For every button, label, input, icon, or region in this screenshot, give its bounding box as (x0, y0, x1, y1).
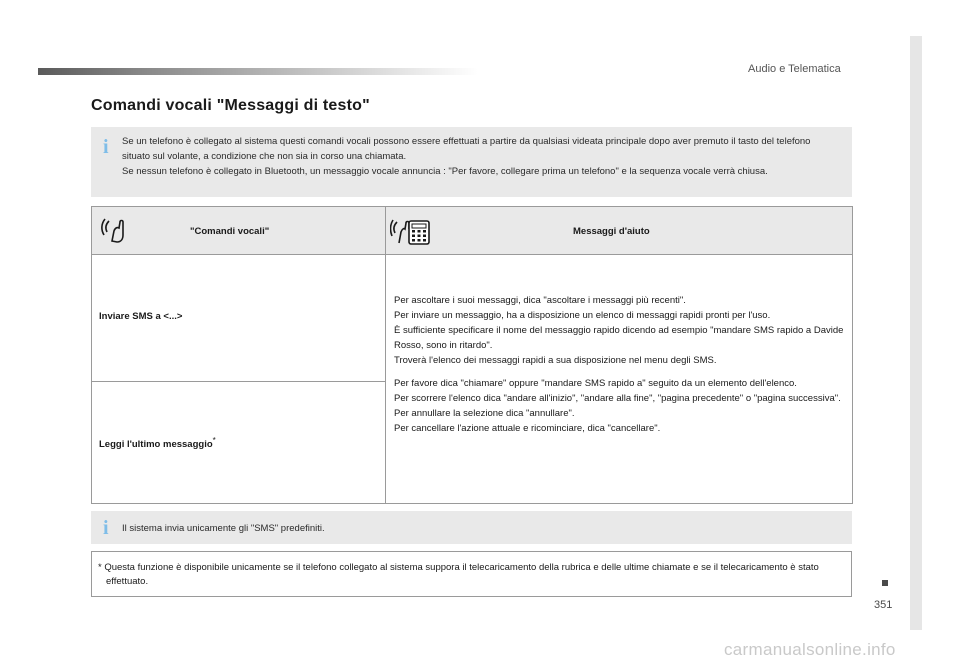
footnote-box (91, 551, 852, 597)
watermark: carmanualsonline.info (724, 640, 896, 659)
page-marker (882, 580, 888, 586)
command-label: Leggi l'ultimo messaggio (99, 439, 213, 451)
voice-keypad-icon (390, 215, 432, 247)
help-messages-cell (394, 293, 846, 444)
column-divider (385, 207, 386, 503)
header-voice-commands: "Comandi vocali" (190, 226, 270, 237)
page-number: 351 (874, 599, 893, 611)
header-help-messages: Messaggi d'aiuto (573, 226, 650, 237)
page-title: Comandi vocali "Messaggi di testo" (91, 97, 370, 114)
info-box-phone-connection (91, 127, 852, 197)
info-text (122, 134, 840, 179)
info-line-2: Se nessun telefono è collegato in Bluetooth, un messaggio vocale annuncia : "Per favore, collegare prima un telefono" e la sequenza vocale verrà chiusa. (122, 166, 768, 177)
info-line-1: Se un telefono è collegato al sistema questi comandi vocali possono essere effettuati a partire da qualsiasi videata principale dopo aver premuto il tasto del telefono situato sul volante, a condizione che non sia in corso una chiamata. (122, 136, 811, 162)
help-paragraph-1: Per ascoltare i suoi messaggi, dica "ascoltare i messaggi più recenti". Per inviare un messaggio, ha a disposizione un elenco di messaggi rapidi pronti per l'uso. È sufficiente specificare il nome del messaggio rapido dicendo ad esempio "mandare SMS rapido a Davide Rosso, sono in ritardo". Troverà l'elenco dei messaggi rapidi a sua disposizione nel menu degli SMS. (394, 295, 844, 366)
info-icon: i (103, 517, 109, 539)
info-icon: i (103, 136, 109, 158)
voice-commands-table (91, 206, 853, 504)
info-text: Il sistema invia unicamente gli "SMS" predefiniti. (122, 523, 325, 534)
side-band (910, 36, 922, 630)
voice-hand-icon (100, 215, 132, 245)
section-label: Audio e Telematica (748, 63, 841, 75)
command-send-sms: Inviare SMS a <...> (99, 311, 183, 322)
header-gradient-bar (38, 68, 478, 75)
table-header-row (92, 207, 852, 255)
command-read-last-message (99, 436, 216, 450)
footnote-mark: * (212, 436, 216, 445)
help-paragraph-2: Per favore dica "chiamare" oppure "mandare SMS rapido a" seguito da un elemento dell'elenco. Per scorrere l'elenco dica "andare all'inizio", "andare alla fine", "pagina precedente" o "pagina successiva". Per annullare la selezione dica "annullare". Per cancellare l'azione attuale e ricominciare, dica "cancellare". (394, 378, 841, 434)
row-divider (92, 381, 385, 382)
footnote-text: * Questa funzione è disponibile unicamente se il telefono collegato al sistema suppora il telecaricamento della rubrica e delle ultime chiamate e se il telecaricamento è stato effettuato. (98, 562, 819, 587)
info-box-predefined-sms (91, 511, 852, 544)
